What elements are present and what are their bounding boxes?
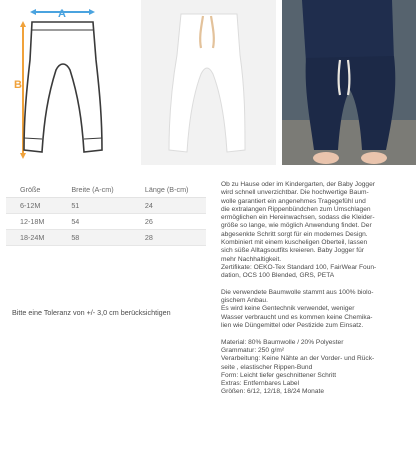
header-size: Größe	[6, 182, 57, 198]
cell-width: 54	[57, 214, 131, 230]
cell-size: 18-24M	[6, 230, 57, 246]
header-width: Breite (A-cm)	[57, 182, 131, 198]
cell-size: 6-12M	[6, 198, 57, 214]
cell-length: 24	[131, 198, 206, 214]
cell-width: 51	[57, 198, 131, 214]
cell-length: 26	[131, 214, 206, 230]
table-row	[6, 198, 206, 214]
cell-size: 12-18M	[6, 214, 57, 230]
size-table	[6, 182, 206, 246]
cell-length: 28	[131, 230, 206, 246]
table-header-row	[6, 182, 206, 198]
cell-width: 58	[57, 230, 131, 246]
label-a: A	[58, 8, 66, 20]
model-photo	[282, 0, 416, 165]
label-b: B	[14, 79, 22, 91]
product-photo	[141, 0, 276, 165]
table-row	[6, 230, 206, 246]
measurement-diagram	[0, 0, 135, 165]
tolerance-note: Bitte eine Toleranz von +/- 3,0 cm berücksichtigen	[12, 308, 171, 317]
product-description: Ob zu Hause oder im Kindergarten, der Baby Jogger wird schnell unverzichtbar. Die hochwertige Baum- wolle garantiert ein angenehmes Tragegefühl und die extralangen Rippenbündchen zum Umschlagen ermöglichen ein Hereinwachsen, sodass die Kleider- größe so lange, wie möglich Anwendung findet. Der abgesenkte Schritt sorgt für ein modernes Design. Kombiniert mit einem kuscheligen Oberteil, lassen sich süße Alltagsoutfits kreieren. Baby Jogger für mehr Nachhaltigkeit. Zertifikate: OEKO-Tex Standard 100, FairWear Foun- dation, OCS 100 Blended, GRS, PETA Die verwendete Baumwolle stammt aus 100% biolo- gischem Anbau. Es wird keine Gentechnik verwendet, weniger Wasser verbraucht und es kommen keine Chemika- lien wie Düngemittel oder Pestizide zum Einsatz. Material: 80% Baumwolle / 20% Polyester Grammatur: 250 g/m² Verarbeitung: Keine Nähte an der Vorder- und Rück- seite , elastischer Rippen-Bund Form: Leicht tiefer geschnittener Schritt Extras: Entfernbares Label Größen: 6/12, 12/18, 18/24 Monate	[221, 181, 377, 396]
table-row	[6, 214, 206, 230]
header-length: Länge (B-cm)	[131, 182, 206, 198]
